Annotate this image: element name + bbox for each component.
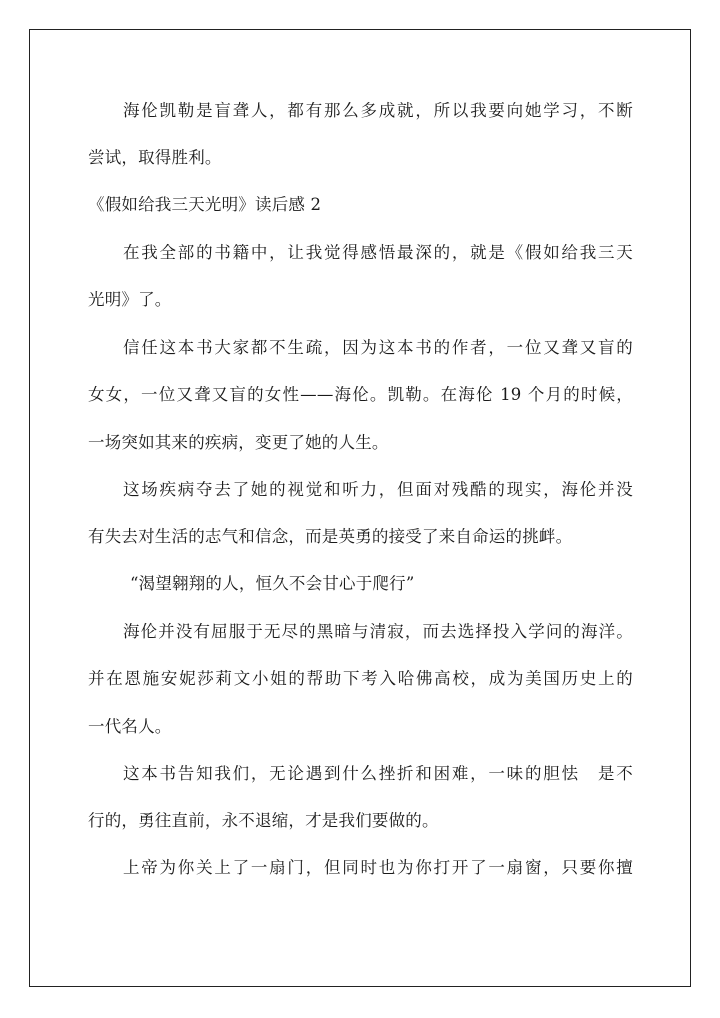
page-border	[29, 29, 691, 987]
paragraph-line: 在我全部的书籍中，让我觉得感悟最深的，就是《假如给我三天	[123, 243, 633, 262]
paragraph-line: 光明》了。	[88, 290, 172, 309]
paragraph-line: 信任这本书大家都不生疏，因为这本书的作者，一位又聋又盲的	[123, 338, 633, 357]
paragraph-line: 一代名人。	[88, 717, 172, 736]
paragraph-line: 尝试，取得胜利。	[88, 148, 222, 167]
paragraph-line: 女女，一位又聋又盲的女性——海伦。凯勒。在海伦 19 个月的时候，	[88, 385, 633, 404]
paragraph-line: 上帝为你关上了一扇门，但同时也为你打开了一扇窗，只要你擅	[123, 858, 633, 877]
paragraph-line: 这场疾病夺去了她的视觉和听力，但面对残酷的现实，海伦并没	[123, 480, 633, 499]
paragraph-line: 一场突如其来的疾病，变更了她的人生。	[88, 433, 389, 452]
quote-line: “渴望翱翔的人，恒久不会甘心于爬行”	[130, 574, 415, 593]
paragraph-line: 有失去对生活的志气和信念，而是英勇的接受了来自命运的挑衅。	[88, 527, 573, 546]
paragraph-line: 海伦凯勒是盲聋人，都有那么多成就，所以我要向她学习，不断	[123, 101, 633, 120]
paragraph-line: 行的，勇往直前，永不退缩，才是我们要做的。	[88, 811, 439, 830]
paragraph-line: 这本书告知我们，无论遇到什么挫折和困难，一味的胆怯 是不	[123, 764, 633, 783]
paragraph-line: 海伦并没有屈服于无尽的黑暗与清寂，而去选择投入学问的海洋。	[123, 622, 633, 641]
paragraph-line: 并在恩施安妮莎莉文小姐的帮助下考入哈佛高校，成为美国历史上的	[88, 669, 633, 688]
section-heading: 《假如给我三天光明》读后感 2	[88, 195, 322, 214]
